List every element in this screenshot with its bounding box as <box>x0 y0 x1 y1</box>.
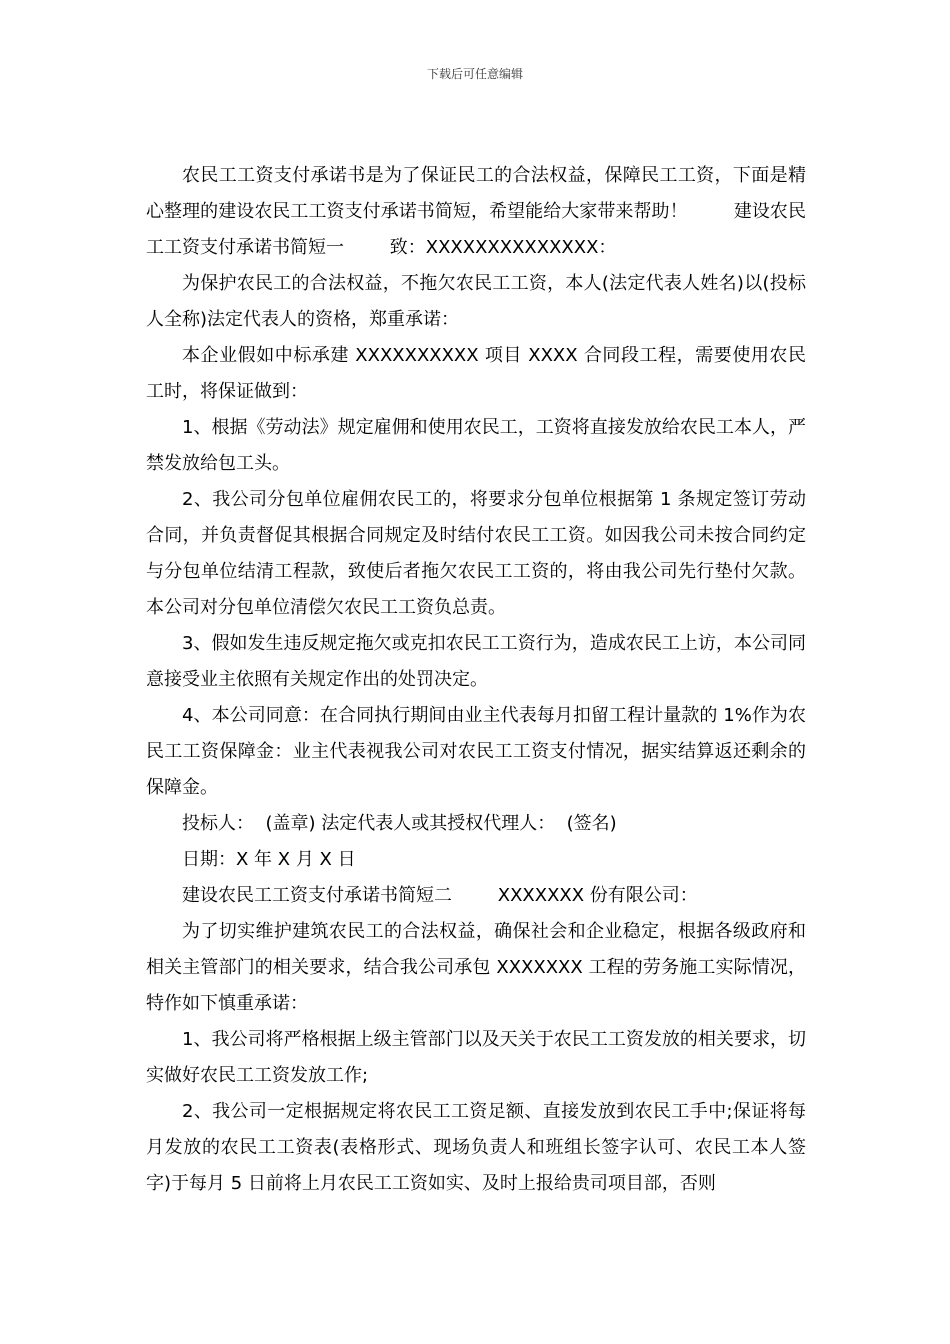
paragraph-signature: 投标人： (盖章) 法定代表人或其授权代理人： (签名) <box>182 813 617 834</box>
paragraph-intro: 农民工工资支付承诺书是为了保证民工的合法权益，保障民工工资，下面是精心整理的建设农民工工资支付承诺书简短，希望能给大家带来帮助！ 建设农民工工资支付承诺书简短一 致：XXXXXXXXXXXXXX： <box>146 165 806 258</box>
paragraph-item-4: 4、本公司同意：在合同执行期间由业主代表每月扣留工程计量款的 1%作为农民工工资保障金：业主代表视我公司对农民工工资支付情况，据实结算返还剩余的保障金。 <box>146 705 806 798</box>
paragraph-second-intro: 为了切实维护建筑农民工的合法权益，确保社会和企业稳定，根据各级政府和相关主管部门的相关要求，结合我公司承包 XXXXXXX 工程的劳务施工实际情况，特作如下慎重承诺： <box>146 921 806 1014</box>
paragraph-project: 本企业假如中标承建 XXXXXXXXXX 项目 XXXX 合同段工程，需要使用农民工时，将保证做到： <box>146 345 806 402</box>
paragraph-second-heading: 建设农民工工资支付承诺书简短二 XXXXXXX 份有限公司： <box>182 885 698 906</box>
page-header-note: 下载后可任意编辑 <box>426 67 523 81</box>
paragraph-pledge-opening: 为保护农民工的合法权益，不拖欠农民工工资，本人(法定代表人姓名)以(投标人全称)法定代表人的资格，郑重承诺： <box>146 273 806 330</box>
paragraph-second-item-2: 2、我公司一定根据规定将农民工工资足额、直接发放到农民工手中;保证将每月发放的农民工工资表(表格形式、现场负责人和班组长签字认可、农民工本人签字)于每月 5 日前将上月农民工工资如实、及时上报给贵司项目部，否则 <box>146 1101 806 1194</box>
document-body <box>146 158 806 1202</box>
paragraph-item-3: 3、假如发生违反规定拖欠或克扣农民工工资行为，造成农民工上访，本公司同意接受业主依照有关规定作出的处罚决定。 <box>146 633 806 690</box>
paragraph-item-1: 1、根据《劳动法》规定雇佣和使用农民工，工资将直接发放给农民工本人，严禁发放给包工头。 <box>146 417 806 474</box>
paragraph-item-2: 2、我公司分包单位雇佣农民工的，将要求分包单位根据第 1 条规定签订劳动合同，并负责督促其根据合同规定及时结付农民工工资。如因我公司未按合同约定与分包单位结清工程款，致使后者拖欠农民工工资的，将由我公司先行垫付欠款。本公司对分包单位清偿欠农民工工资负总责。 <box>146 489 806 618</box>
paragraph-second-item-1: 1、我公司将严格根据上级主管部门以及天关于农民工工资发放的相关要求，切实做好农民工工资发放工作; <box>146 1029 806 1086</box>
paragraph-date: 日期：X 年 X 月 X 日 <box>182 849 356 870</box>
